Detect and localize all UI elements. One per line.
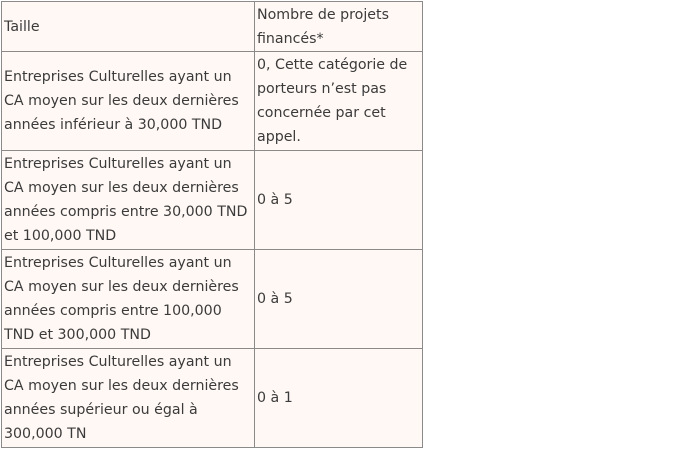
- header-size: Taille: [2, 2, 255, 52]
- cell-size: Entreprises Culturelles ayant un CA moyen sur les deux dernières années inférieur à 30,000 TND: [2, 52, 255, 151]
- table-header-row: [2, 2, 423, 52]
- table-row: [2, 349, 423, 448]
- table-row: [2, 250, 423, 349]
- cell-size: Entreprises Culturelles ayant un CA moyen sur les deux dernières années compris entre 100,000 TND et 300,000 TND: [2, 250, 255, 349]
- funding-table: [1, 1, 423, 448]
- cell-projects: 0 à 1: [255, 349, 423, 448]
- cell-size: Entreprises Culturelles ayant un CA moyen sur les deux dernières années supérieur ou égal à 300,000 TN: [2, 349, 255, 448]
- header-projects: Nombre de projets financés*: [255, 2, 423, 52]
- cell-size: Entreprises Culturelles ayant un CA moyen sur les deux dernières années compris entre 30,000 TND et 100,000 TND: [2, 151, 255, 250]
- table-row: [2, 151, 423, 250]
- cell-projects: 0, Cette catégorie de porteurs n’est pas concernée par cet appel.: [255, 52, 423, 151]
- cell-projects: 0 à 5: [255, 151, 423, 250]
- table-row: [2, 52, 423, 151]
- cell-projects: 0 à 5: [255, 250, 423, 349]
